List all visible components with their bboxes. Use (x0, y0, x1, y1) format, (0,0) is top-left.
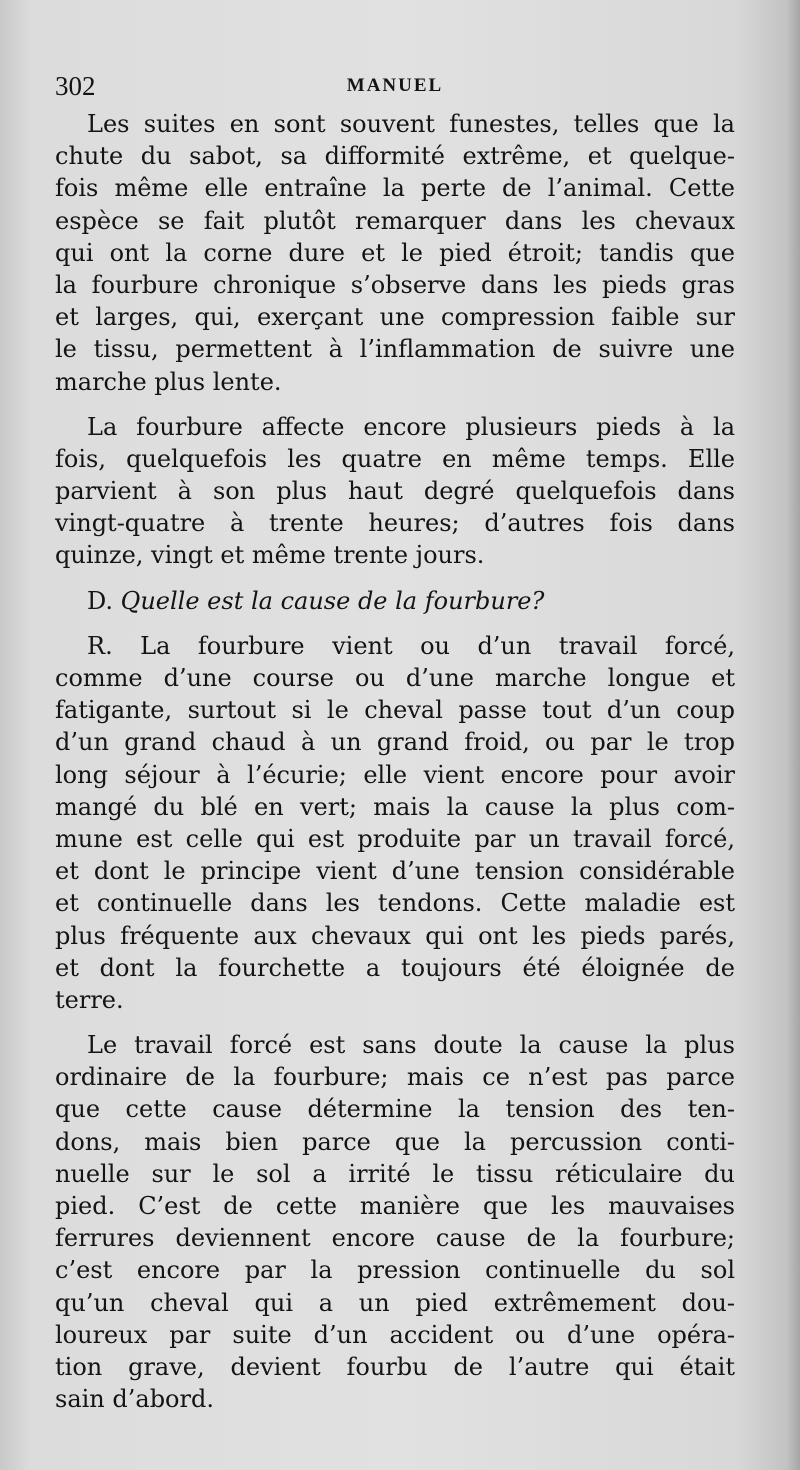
paragraph-gap (55, 398, 735, 411)
text-line: espèce se fait plutôt remarquer dans les chevaux (55, 206, 735, 235)
text-line: loureux par suite d’un accident ou d’une opéra- (55, 1320, 735, 1349)
text-line: comme d’une course ou d’une marche longue et (55, 664, 735, 692)
text-line: Les suites en sont souvent funestes, telles que la (87, 110, 735, 138)
text-line: qui ont la corne dure et le pied étroit; tandis que (55, 238, 735, 267)
text-line: et dont le principe vient d’une tension considérable (55, 857, 735, 886)
paragraph (55, 411, 735, 572)
text-line: c’est encore par la pression continuelle du sol (55, 1256, 735, 1285)
text-line: et dont la fourchette a toujours été éloignée de (55, 953, 735, 982)
paragraph (55, 108, 735, 398)
text-line: mangé du blé en vert; mais la cause la plus com- (55, 792, 735, 821)
question-line (55, 585, 735, 617)
text-line: quinze, vingt et même trente jours. (55, 541, 485, 570)
question-label: D. (87, 586, 114, 615)
answer-paragraph (55, 630, 735, 1016)
text-line: chute du sabot, sa difformité extrême, et quelque- (55, 142, 735, 171)
text-line: et larges, qui, exerçant une compression faible sur (55, 303, 735, 332)
text-line: La fourbure affecte encore plusieurs pieds à la (87, 412, 735, 441)
question (55, 585, 735, 617)
text-line: fatigante, surtout si le cheval passe tout d’un coup (55, 696, 735, 725)
running-title: MANUEL (346, 75, 444, 96)
text-line: marche plus lente. (55, 367, 282, 396)
text-line: ordinaire de la fourbure; mais ce n’est pas parce (55, 1063, 735, 1092)
running-head (55, 68, 735, 104)
text-line: terre. (55, 985, 124, 1014)
paragraph-gap (55, 617, 735, 630)
text-line: R. La fourbure vient ou d’un travail forcé, (87, 631, 735, 660)
text-line: pied. C’est de cette manière que les mauvaises (55, 1192, 735, 1220)
text-line: tion grave, devient fourbu de l’autre qui était (55, 1352, 735, 1381)
text-line: d’un grand chaud à un grand froid, ou par le trop (55, 728, 735, 757)
text-line: qu’un cheval qui a un pied extrêmement dou- (55, 1288, 735, 1317)
text-line: Le travail forcé est sans doute la cause la plus (87, 1031, 735, 1060)
text-line: plus fréquente aux chevaux qui ont les pieds parés, (55, 921, 735, 950)
page-edge-shadow (786, 0, 800, 1470)
text-line: la fourbure chronique s’observe dans les pieds gras (55, 270, 735, 299)
text-line: le tissu, permettent à l’inflammation de suivre une (55, 335, 735, 364)
page-number: 302 (55, 71, 96, 101)
paragraph-gap (55, 572, 735, 585)
text-line: mune est celle qui est produite par un travail forcé, (55, 824, 735, 853)
text-line: long séjour à l’écurie; elle vient encore pour avoir (55, 760, 735, 789)
text-line: fois même elle entraîne la perte de l’animal. Cette (55, 174, 735, 203)
text-line: ferrures deviennent encore cause de la fourbure; (55, 1224, 735, 1253)
answer-paragraph (55, 1029, 735, 1415)
question-text: Quelle est la cause de la fourbure? (120, 586, 545, 615)
text-line: nuelle sur le sol a irrité le tissu réticulaire du (55, 1159, 735, 1188)
text-line: vingt-quatre à trente heures; d’autres fois dans (55, 509, 735, 538)
text-line: dons, mais bien parce que la percussion conti- (55, 1127, 735, 1156)
body-text (55, 108, 735, 1415)
text-line: fois, quelquefois les quatre en même temps. Elle (55, 444, 735, 473)
text-line: parvient à son plus haut degré quelquefois dans (55, 477, 735, 506)
paragraph-gap (55, 1016, 735, 1029)
text-line: que cette cause détermine la tension des ten- (55, 1095, 735, 1124)
text-line: et continuelle dans les tendons. Cette maladie est (55, 889, 735, 918)
text-line: sain d’abord. (55, 1385, 214, 1414)
